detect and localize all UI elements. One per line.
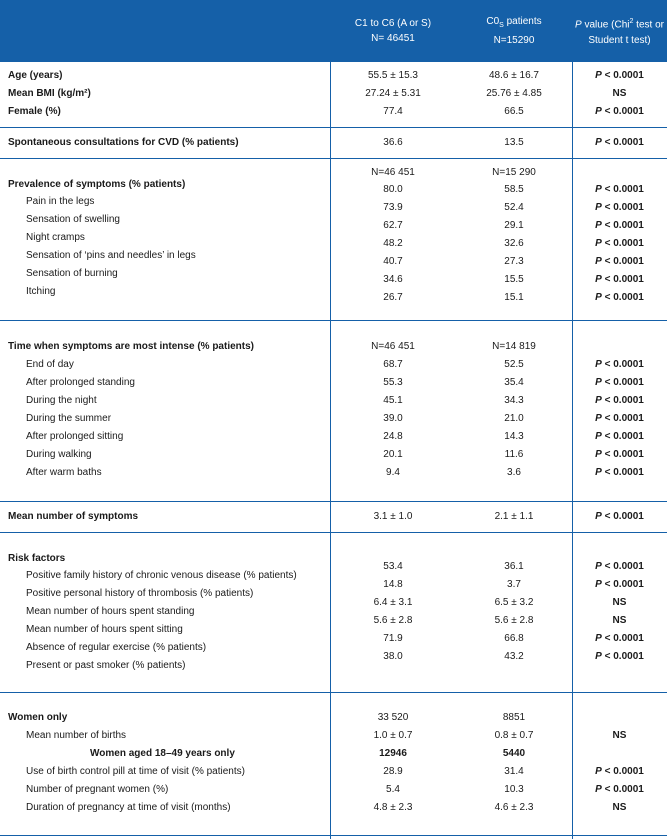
list-item xyxy=(0,265,667,283)
value-c0s: 3.7 xyxy=(507,579,521,590)
value-c0s: 32.6 xyxy=(504,238,524,249)
value-c0s: 10.3 xyxy=(504,784,524,795)
p-value: P < 0.0001 xyxy=(595,220,644,231)
p-value: NS xyxy=(612,597,627,608)
value-c1-c6: 39.0 xyxy=(383,413,403,424)
row-label: Prevalence of symptoms (% patients) xyxy=(8,179,186,190)
p-value: P < 0.0001 xyxy=(595,137,644,148)
value-c0s: 15.5 xyxy=(504,274,524,285)
value-c0s: 52.4 xyxy=(504,202,524,213)
p-value: P < 0.0001 xyxy=(595,202,644,213)
table-row xyxy=(0,464,667,482)
value-c0s: 48.6 ± 16.7 xyxy=(489,70,539,81)
p-value: P < 0.0001 xyxy=(595,377,644,388)
row-label: Itching xyxy=(26,286,56,297)
value-c1-c6: 45.1 xyxy=(383,395,403,406)
table-header xyxy=(0,0,667,62)
section-time-intense xyxy=(0,321,667,502)
list-item xyxy=(0,247,667,265)
row-label: Absence of regular exercise (% patients) xyxy=(26,642,207,653)
value-c1-c6: 53.4 xyxy=(383,561,403,572)
row-label: Night cramps xyxy=(26,232,85,243)
value-c1-c6: N=46 451 xyxy=(371,341,415,352)
row-label: Female (%) xyxy=(8,106,61,117)
header-c0-label: $C0_S$ patients xyxy=(486,16,542,29)
row-label: Women aged 18–49 years only xyxy=(90,748,235,759)
row-label: Spontaneous consultations for CVD (% patients) xyxy=(8,137,239,148)
value-c0s: N=14 819 xyxy=(492,341,536,352)
table-row xyxy=(0,67,667,85)
list-item xyxy=(0,657,667,675)
table-row xyxy=(0,428,667,446)
value-c1-c6: 73.9 xyxy=(383,202,403,213)
header-p-test: Student t test) xyxy=(588,34,651,46)
value-c0s: 2.1 ± 1.1 xyxy=(494,511,534,522)
p-value: P < 0.0001 xyxy=(595,633,644,644)
value-c1-c6: 55.5 ± 15.3 xyxy=(368,70,418,81)
value-c0s: 8851 xyxy=(502,712,526,723)
p-value: P < 0.0001 xyxy=(595,467,644,478)
p-value: NS xyxy=(612,730,627,741)
row-label: Duration of pregnancy at time of visit (months) xyxy=(26,802,231,813)
header-c1-label: C1 to C6 (A or S) xyxy=(354,18,432,29)
table-row xyxy=(0,392,667,410)
value-c1-c6: 9.4 xyxy=(386,467,400,478)
p-value: P < 0.0001 xyxy=(595,413,644,424)
table-row xyxy=(0,799,667,817)
value-c0s: 35.4 xyxy=(504,377,524,388)
row-label: Use of birth control pill at time of visit (% patients) xyxy=(26,766,245,777)
p-value: P < 0.0001 xyxy=(595,561,644,572)
row-label: Risk factors xyxy=(8,553,66,564)
list-item xyxy=(0,229,667,247)
value-c0s: 13.5 xyxy=(504,137,524,148)
p-value: P < 0.0001 xyxy=(595,431,644,442)
p-value: P < 0.0001 xyxy=(595,784,644,795)
row-label: After prolonged sitting xyxy=(26,431,124,442)
value-c1-c6: 33 520 xyxy=(377,712,409,723)
row-label: After prolonged standing xyxy=(26,377,135,388)
p-value: P < 0.0001 xyxy=(595,274,644,285)
p-value: P < 0.0001 xyxy=(595,511,644,522)
header-p-label: P value (Chi$^2$ test or xyxy=(575,18,664,31)
value-c0s: 58.5 xyxy=(504,184,524,195)
value-c1-c6: 34.6 xyxy=(383,274,403,285)
value-c0s: 31.4 xyxy=(504,766,524,777)
header-c0s xyxy=(456,0,572,62)
row-label: Mean number of births xyxy=(26,730,127,741)
row-label: Women only xyxy=(8,712,68,723)
value-c1-c6: 5.6 ± 2.8 xyxy=(373,615,413,626)
table-row xyxy=(0,781,667,799)
value-c0s: 4.6 ± 2.3 xyxy=(494,802,534,813)
value-c0s: 21.0 xyxy=(504,413,524,424)
table-row xyxy=(0,508,667,526)
table-row xyxy=(0,85,667,103)
value-c1-c6: 68.7 xyxy=(383,359,403,370)
p-value: P < 0.0001 xyxy=(595,292,644,303)
section-consultations xyxy=(0,128,667,159)
list-item xyxy=(0,621,667,639)
value-c0s: 11.6 xyxy=(504,449,524,460)
value-c0s: 34.3 xyxy=(504,395,524,406)
section-title-row xyxy=(0,338,667,356)
section-mean-symptoms xyxy=(0,502,667,533)
p-value: NS xyxy=(612,88,627,99)
row-label: Positive personal history of thrombosis (% patients) xyxy=(26,588,254,599)
p-value: P < 0.0001 xyxy=(595,359,644,370)
value-c0s: 5440 xyxy=(502,748,526,759)
p-value: P < 0.0001 xyxy=(595,449,644,460)
value-c1-c6: 1.0 ± 0.7 xyxy=(373,730,413,741)
p-value: NS xyxy=(612,802,627,813)
value-c1-c6: 27.24 ± 5.31 xyxy=(365,88,421,99)
value-c0s: 43.2 xyxy=(504,651,524,662)
value-c1-c6: 55.3 xyxy=(383,377,403,388)
list-item xyxy=(0,603,667,621)
value-c1-c6: 14.8 xyxy=(383,579,403,590)
p-value: P < 0.0001 xyxy=(595,766,644,777)
value-c1-c6: 77.4 xyxy=(383,106,403,117)
section-title-row xyxy=(0,709,667,727)
p-value: NS xyxy=(612,615,627,626)
list-item xyxy=(0,585,667,603)
section-prevalence xyxy=(0,159,667,321)
value-c0s: 66.8 xyxy=(504,633,524,644)
header-p-value xyxy=(572,0,667,62)
row-label: Sensation of burning xyxy=(26,268,118,279)
row-label: Sensation of ‘pins and needles’ in legs xyxy=(26,250,196,261)
value-c0s: 0.8 ± 0.7 xyxy=(494,730,534,741)
row-label: Age (years) xyxy=(8,70,63,81)
value-c0s: 15.1 xyxy=(504,292,524,303)
list-item xyxy=(0,193,667,211)
value-c1-c6: 26.7 xyxy=(383,292,403,303)
header-c0-n: N=15290 xyxy=(493,35,535,46)
value-c1-c6: 80.0 xyxy=(383,184,403,195)
p-value: P < 0.0001 xyxy=(595,238,644,249)
p-value: P < 0.0001 xyxy=(595,70,644,81)
subgroup-row xyxy=(0,745,667,763)
value-c0s: 36.1 xyxy=(504,561,524,572)
p-value: P < 0.0001 xyxy=(595,106,644,117)
row-label: Positive family history of chronic venous disease (% patients) xyxy=(26,570,297,581)
list-item xyxy=(0,283,667,301)
value-c1-c6: 24.8 xyxy=(383,431,403,442)
value-c0s: 29.1 xyxy=(504,220,524,231)
value-c1-c6: 20.1 xyxy=(383,449,403,460)
value-c1-c6: 36.6 xyxy=(383,137,403,148)
row-label: Time when symptoms are most intense (% patients) xyxy=(8,341,254,352)
row-label: Pain in the legs xyxy=(26,196,95,207)
value-c0s: 6.5 ± 3.2 xyxy=(494,597,534,608)
table-row xyxy=(0,134,667,152)
value-c1-c6: 5.4 xyxy=(386,784,400,795)
value-c0s: 5.6 ± 2.8 xyxy=(494,615,534,626)
section-risk-factors xyxy=(0,533,667,693)
header-c1-c6 xyxy=(330,0,456,62)
row-label: End of day xyxy=(26,359,74,370)
p-value: P < 0.0001 xyxy=(595,395,644,406)
value-c0s: 66.5 xyxy=(504,106,524,117)
list-item xyxy=(0,211,667,229)
row-label: During the night xyxy=(26,395,97,406)
table-row xyxy=(0,356,667,374)
value-c1-c6: N=46 451 xyxy=(371,167,415,178)
p-value: P < 0.0001 xyxy=(595,184,644,195)
row-label: Mean BMI (kg/m²) xyxy=(8,88,91,99)
value-c1-c6: 4.8 ± 2.3 xyxy=(373,802,413,813)
value-c1-c6: 71.9 xyxy=(383,633,403,644)
list-item xyxy=(0,567,667,585)
value-c1-c6: 40.7 xyxy=(383,256,403,267)
p-value: P < 0.0001 xyxy=(595,651,644,662)
table-row xyxy=(0,446,667,464)
row-label: Mean number of symptoms xyxy=(8,511,139,522)
list-item xyxy=(0,639,667,657)
table-row xyxy=(0,103,667,121)
value-c0s: 27.3 xyxy=(504,256,524,267)
row-label: Mean number of hours spent standing xyxy=(26,606,195,617)
value-c1-c6: 38.0 xyxy=(383,651,403,662)
table-row xyxy=(0,763,667,781)
section-women-only xyxy=(0,693,667,836)
value-c1-c6: 6.4 ± 3.1 xyxy=(373,597,413,608)
value-c1-c6: 12946 xyxy=(379,748,407,759)
value-c0s: N=15 290 xyxy=(492,167,536,178)
p-value: P < 0.0001 xyxy=(595,579,644,590)
value-c0s: 3.6 xyxy=(507,467,521,478)
row-label: During the summer xyxy=(26,413,112,424)
section-demographics xyxy=(0,62,667,128)
value-c0s: 14.3 xyxy=(504,431,524,442)
row-label: Mean number of hours spent sitting xyxy=(26,624,183,635)
value-c1-c6: 48.2 xyxy=(383,238,403,249)
value-c1-c6: 28.9 xyxy=(383,766,403,777)
row-label: After warm baths xyxy=(26,467,102,478)
header-c1-n: N= 46451 xyxy=(371,33,415,44)
value-c1-c6: 3.1 ± 1.0 xyxy=(373,511,413,522)
row-label: Sensation of swelling xyxy=(26,214,120,225)
table-row xyxy=(0,374,667,392)
row-label: Present or past smoker (% patients) xyxy=(26,660,186,671)
row-label: During walking xyxy=(26,449,92,460)
table-row xyxy=(0,410,667,428)
table-row xyxy=(0,727,667,745)
row-label: Number of pregnant women (%) xyxy=(26,784,169,795)
p-value: P < 0.0001 xyxy=(595,256,644,267)
value-c1-c6: 62.7 xyxy=(383,220,403,231)
value-c0s: 25.76 ± 4.85 xyxy=(486,88,542,99)
value-c0s: 52.5 xyxy=(504,359,524,370)
